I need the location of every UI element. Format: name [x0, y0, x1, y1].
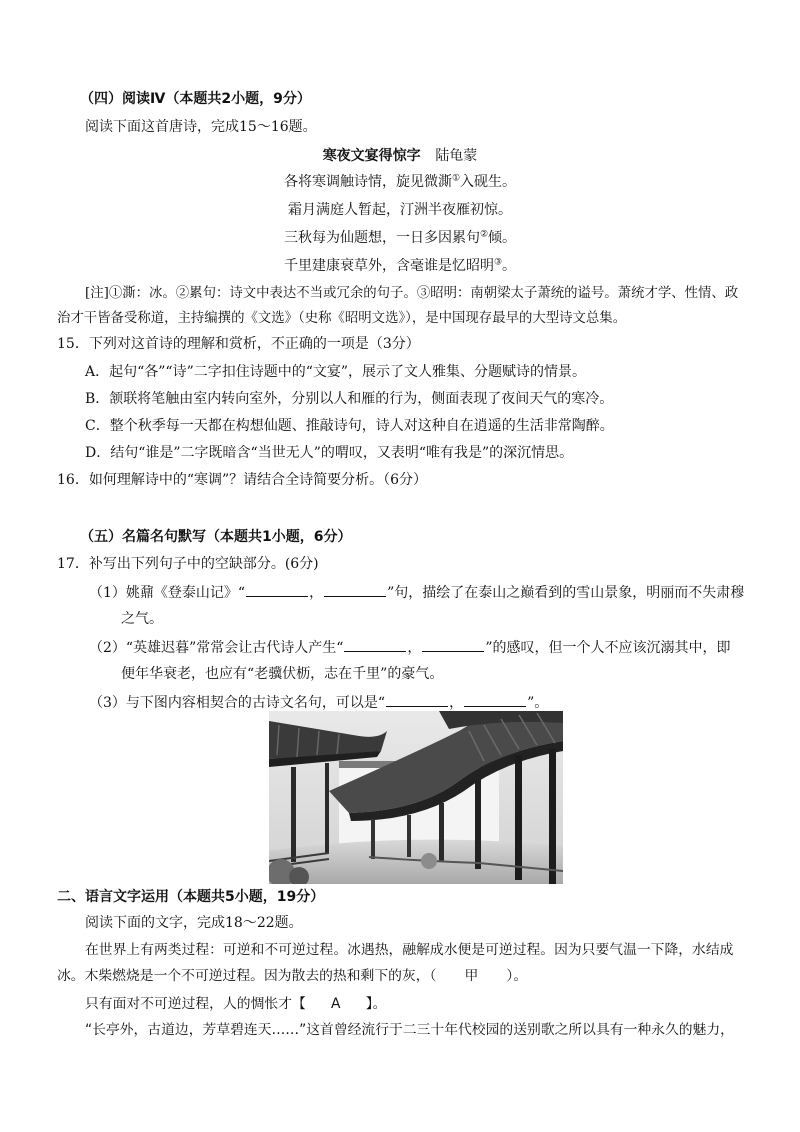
q17-item-2-tail: ”的感叹，但一个人不应该沉溺其中，即 [485, 640, 731, 656]
part2-heading: 二、语言文字运用（本题共5小题，19分） [57, 889, 325, 905]
question-16: 16．如何理解诗中的“寒调”？请结合全诗简要分析。（6分） [57, 472, 428, 488]
q17-item-2-cont: 便年华衰老，也应有“老骥伏枥，志在千里”的豪气。 [121, 666, 444, 682]
poem-line-4-text-a: 千里建康衰草外，含毫谁是忆昭明 [283, 258, 494, 274]
passage-para1-line1: 在世界上有两类过程：可逆和不可逆过程。冰遇热，融解成水便是可逆过程。因为只要气温一下降，水结成 [85, 942, 734, 958]
question-15: 15．下列对这首诗的理解和赏析，不正确的一项是（3分） [57, 336, 420, 352]
section5-heading: （五）名篇名句默写（本题共1小题，6分） [80, 529, 352, 545]
passage-para1-line2 [57, 966, 527, 986]
poem-line-4 [0, 256, 800, 276]
blank-a[interactable]: A [331, 996, 341, 1012]
fill-blank[interactable] [464, 692, 526, 707]
comma: ， [449, 695, 464, 711]
q17-item-1-lead: （1）姚鼐《登泰山记》“ [89, 585, 246, 601]
fill-blank[interactable] [246, 582, 308, 597]
q15-option-d: D．结句“谁是”二字既暗含“当世无人”的喟叹，又表明“唯有我是”的深沉情思。 [85, 445, 574, 461]
fill-blank[interactable] [422, 637, 484, 652]
section4-heading: （四）阅读Ⅳ（本题共2小题，9分） [80, 91, 311, 107]
q17-item-3-lead: （3）与下图内容相契合的古诗文名句，可以是“ [89, 695, 386, 711]
note-line-2: 治才干皆备受称道，主持编撰的《文选》（史称《昭明文选》），是中国现存最早的大型诗文总集。 [57, 311, 627, 326]
comma: ， [407, 640, 422, 656]
poem-line-1-text-a: 各将寒调触诗情，旋见微澌 [283, 174, 452, 190]
question-17: 17．补写出下列句子中的空缺部分。(6分) [57, 556, 319, 572]
poem-line-4-text-b: 。 [502, 258, 517, 274]
q15-option-b: B．颔联将笔触由室内转向室外，分别以人和雁的行为，侧面表现了夜间天气的寒冷。 [85, 391, 614, 407]
comma: ， [309, 585, 324, 601]
q17-item-2 [89, 637, 731, 658]
section4-instruction: 阅读下面这首唐诗，完成15～16题。 [85, 119, 317, 135]
poem-author: 陆龟蒙 [435, 148, 478, 164]
q15-option-a: A．起句“各”“诗”二字扣住诗题中的“文宴”，展示了文人雅集、分题赋诗的情景。 [85, 364, 587, 380]
poem-line-3 [0, 228, 800, 248]
q17-item-3 [89, 692, 548, 713]
passage-text: 】。 [365, 996, 387, 1012]
passage-text: ）。 [506, 968, 528, 984]
footnote-mark-1: ① [451, 173, 461, 184]
poem-line-1-text-b: 入砚生。 [460, 174, 517, 190]
blank-jia[interactable]: 甲 [464, 968, 479, 984]
poem-title-line [0, 146, 800, 166]
poem-line-3-text-b: 倾。 [488, 230, 517, 246]
passage-text: 只有面对不可逆过程，人的惆怅才【 [85, 996, 306, 1012]
footnote-mark-3: ③ [493, 257, 503, 268]
q17-item-3-tail: ”。 [527, 695, 549, 711]
fill-blank[interactable] [324, 582, 386, 597]
poem-line-2: 霜月满庭人暂起，汀洲半夜雁初惊。 [288, 202, 512, 218]
poem-line-1 [0, 172, 800, 192]
q17-item-1 [89, 582, 744, 603]
poem-title: 寒夜文宴得惊字 [322, 148, 421, 164]
passage-para3: “长亭外，古道边，芳草碧连天……”这首曾经流行于二三十年代校园的送别歌之所以具有一种永久的魅力， [85, 1022, 734, 1038]
corridor-drawing [269, 711, 563, 884]
q17-item-1-tail: ”句，描绘了在泰山之巅看到的雪山景象，明丽而不失肃穆 [387, 585, 745, 601]
q15-option-c: C．整个秋季每一天都在构想仙题、推敲诗句，诗人对这种自在逍遥的生活非常陶醉。 [85, 418, 614, 434]
part2-instruction: 阅读下面的文字，完成18～22题。 [85, 915, 303, 931]
corridor-illustration [269, 711, 563, 884]
note-line-1: [注]①澌：冰。②累句：诗文中表达不当或冗余的句子。③昭明：南朝梁太子萧统的谥号。萧统才学、性情、政 [85, 286, 739, 301]
passage-text: 冰。木柴燃烧是一个不可逆过程。因为散去的热和剩下的灰，（ [57, 968, 437, 984]
q17-item-2-lead: （2）“英雄迟暮”常常会让古代诗人产生“ [89, 640, 344, 656]
fill-blank[interactable] [386, 692, 448, 707]
footnote-mark-2: ② [479, 229, 489, 240]
poem-line-3-text-a: 三秋每为仙题想，一日多因累句 [283, 230, 480, 246]
q17-item-1-cont: 之气。 [121, 611, 163, 627]
passage-para2 [85, 994, 386, 1014]
fill-blank[interactable] [344, 637, 406, 652]
